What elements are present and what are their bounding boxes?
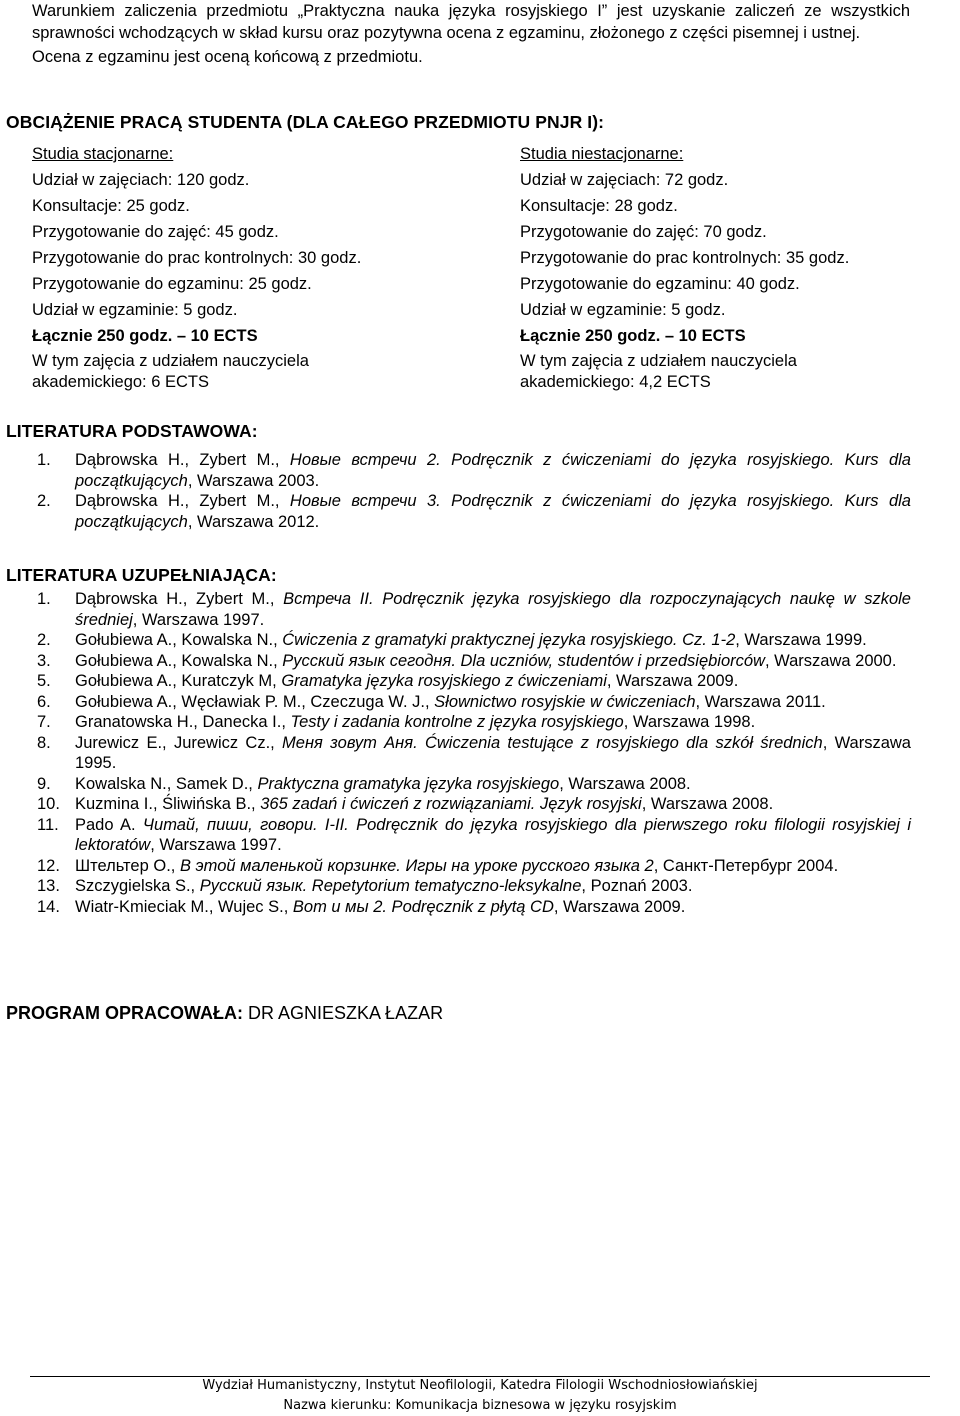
reference-publication: , Санкт-Петербург 2004. bbox=[653, 856, 839, 875]
author-label: PROGRAM OPRACOWAŁA: bbox=[6, 1003, 243, 1023]
reference-title: 365 zadań i ćwiczeń z rozwiązaniami. Język rosyjski bbox=[260, 795, 642, 813]
extramural-prep-tests: Przygotowanie do prac kontrolnych: 35 godz. bbox=[520, 249, 850, 267]
reference-number: 1. bbox=[37, 451, 51, 469]
extramural-classes: Udział w zajęciach: 72 godz. bbox=[520, 171, 729, 189]
reference-authors: Dąbrowska H., Zybert M., bbox=[75, 590, 284, 608]
stationary-teacher-hours bbox=[32, 351, 452, 393]
extramural-teacher-line-1: W tym zajęcia z udziałem nauczyciela bbox=[520, 352, 797, 370]
reference-item bbox=[37, 630, 911, 651]
reference-item bbox=[37, 794, 911, 815]
basic-literature-heading: LITERATURA PODSTAWOWA: bbox=[6, 421, 258, 441]
reference-authors: Gołubiewa A., Kowalska N., bbox=[75, 651, 283, 670]
reference-item bbox=[37, 815, 911, 856]
intro-final-grade: Ocena z egzaminu jest oceną końcową z przedmiotu. bbox=[32, 48, 423, 66]
supplementary-literature-heading: LITERATURA UZUPEŁNIAJĄCA: bbox=[6, 565, 277, 585]
reference-publication: , Warszawa 2012. bbox=[187, 512, 320, 531]
stationary-teacher-line-1: W tym zajęcia z udziałem nauczyciela bbox=[32, 352, 309, 370]
reference-publication: , Warszawa 1997. bbox=[132, 610, 265, 629]
reference-item bbox=[37, 589, 911, 630]
reference-title: В этой маленькой корзинке. Игры на уроке русского языка 2 bbox=[179, 856, 654, 875]
reference-number: 2. bbox=[37, 492, 51, 510]
stationary-exam: Udział w egzaminie: 5 godz. bbox=[32, 301, 238, 319]
reference-title: Меня зовут Аня. Ćwiczenia testujące z rosyjskiego dla szkół średnich bbox=[282, 733, 823, 752]
reference-publication: , Warszawa 1999. bbox=[735, 631, 867, 649]
reference-title: Testy i zadania kontrolne z języka rosyjskiego bbox=[290, 713, 624, 731]
workload-heading: OBCIĄŻENIE PRACĄ STUDENTA (DLA CAŁEGO PRZEDMIOTU PNJR I): bbox=[6, 112, 605, 132]
reference-item bbox=[37, 712, 911, 733]
reference-item bbox=[37, 733, 911, 774]
author-name: DR AGNIESZKA ŁAZAR bbox=[248, 1003, 444, 1023]
reference-publication: , Warszawa 2008. bbox=[559, 774, 691, 793]
reference-publication: , Warszawa 2009. bbox=[553, 897, 686, 916]
stationary-header: Studia stacjonarne: bbox=[32, 145, 174, 163]
reference-number: 8. bbox=[37, 733, 51, 752]
program-author bbox=[6, 1003, 443, 1024]
reference-authors: Wiatr-Kmieciak M., Wujec S., bbox=[75, 897, 293, 916]
reference-authors: Dąbrowska H., Zybert M., bbox=[75, 451, 290, 469]
reference-publication: , Warszawa 2008. bbox=[641, 795, 774, 813]
reference-item bbox=[37, 450, 911, 491]
extramural-teacher-hours bbox=[520, 351, 940, 393]
reference-item bbox=[37, 491, 911, 532]
stationary-total: Łącznie 250 godz. – 10 ECTS bbox=[32, 327, 258, 345]
reference-authors: Gołubiewa A., Kuratczyk M, bbox=[75, 672, 282, 690]
reference-title: Gramatyka języka rosyjskiego z ćwiczeniami bbox=[281, 672, 607, 690]
extramural-prep-exam: Przygotowanie do egzaminu: 40 godz. bbox=[520, 275, 800, 293]
extramural-consult: Konsultacje: 28 godz. bbox=[520, 197, 678, 215]
reference-item bbox=[37, 856, 911, 877]
extramural-teacher-line-2: akademickiego: 4,2 ECTS bbox=[520, 373, 711, 391]
stationary-consult: Konsultacje: 25 godz. bbox=[32, 197, 190, 215]
reference-authors: Pado A. bbox=[75, 815, 143, 834]
reference-publication: , Warszawa 1995. bbox=[75, 733, 911, 772]
reference-title: Русский язык сегодня. Dla uczniów, studentów i przedsiębiorców bbox=[282, 651, 765, 670]
stationary-classes: Udział w zajęciach: 120 godz. bbox=[32, 171, 250, 189]
intro-text bbox=[32, 0, 910, 68]
reference-authors: Granatowska H., Danecka I., bbox=[75, 713, 291, 731]
basic-literature-list bbox=[37, 450, 911, 532]
reference-number: 14. bbox=[37, 897, 60, 916]
extramural-prep-classes: Przygotowanie do zajęć: 70 godz. bbox=[520, 223, 767, 241]
reference-publication: , Warszawa 2011. bbox=[695, 692, 826, 711]
reference-authors: Szczygielska S., bbox=[75, 877, 200, 895]
reference-title: Новые встречи 2. Podręcznik z ćwiczeniami do języka rosyjskiego. Kurs dla początkujących bbox=[75, 451, 911, 490]
reference-authors: Штельтер О., bbox=[75, 856, 180, 875]
stationary-teacher-line-2: akademickiego: 6 ECTS bbox=[32, 373, 209, 391]
reference-title: Встреча II. Podręcznik języka rosyjskiego dla rozpoczynających naukę w szkole średniej bbox=[75, 590, 911, 629]
reference-publication: , Warszawa 2009. bbox=[606, 672, 739, 690]
reference-title: Новые встречи 3. Podręcznik z ćwiczeniami do języka rosyjskiego. Kurs dla początkujących bbox=[75, 492, 911, 531]
reference-publication: , Warszawa 2000. bbox=[764, 651, 897, 670]
extramural-total: Łącznie 250 godz. – 10 ECTS bbox=[520, 327, 746, 345]
reference-number: 9. bbox=[37, 774, 51, 793]
reference-number: 2. bbox=[37, 631, 51, 649]
reference-number: 5. bbox=[37, 672, 51, 690]
reference-authors: Dąbrowska H., Zybert M., bbox=[75, 492, 290, 510]
reference-item bbox=[37, 671, 911, 692]
reference-number: 1. bbox=[37, 590, 51, 608]
reference-item bbox=[37, 774, 911, 795]
reference-title: Вот и мы 2. Podręcznik z płytą CD bbox=[292, 897, 554, 916]
stationary-prep-tests: Przygotowanie do prac kontrolnych: 30 godz. bbox=[32, 249, 362, 267]
stationary-column bbox=[32, 141, 452, 393]
reference-publication: , Warszawa 2003. bbox=[187, 471, 320, 490]
reference-number: 10. bbox=[37, 795, 60, 813]
footer-programme: Nazwa kierunku: Komunikacja biznesowa w języku rosyjskim bbox=[283, 1398, 677, 1413]
reference-title: Читай, пиши, говори. I-II. Podręcznik do języka rosyjskiego dla pierwszego roku filologii rosyjskiej i lektoratów bbox=[75, 815, 911, 854]
reference-authors: Kuzmina I., Śliwińska B., bbox=[75, 795, 261, 813]
intro-paragraph: Warunkiem zaliczenia przedmiotu „Praktyczna nauka języka rosyjskiego I” jest uzyskanie zaliczeń ze wszystkich sprawności wchodzących w skład kursu oraz pozytywna ocena z egzaminu, złożonego z części pisemnej i ustnej. bbox=[32, 2, 910, 42]
reference-item bbox=[37, 876, 911, 897]
reference-item bbox=[37, 897, 911, 918]
stationary-prep-classes: Przygotowanie do zajęć: 45 godz. bbox=[32, 223, 279, 241]
reference-title: Słownictwo rosyjskie w ćwiczeniach bbox=[434, 692, 696, 711]
reference-item bbox=[37, 651, 911, 672]
reference-number: 6. bbox=[37, 692, 51, 711]
footer-faculty: Wydział Humanistyczny, Instytut Neofilologii, Katedra Filologii Wschodniosłowiańskiej bbox=[202, 1378, 758, 1393]
reference-authors: Gołubiewa A., Kowalska N., bbox=[75, 631, 283, 649]
supplementary-literature-list bbox=[37, 589, 911, 917]
reference-authors: Gołubiewa A., Węcławiak P. M., Czeczuga W. J., bbox=[75, 692, 435, 711]
reference-publication: , Warszawa 1997. bbox=[150, 836, 282, 854]
reference-item bbox=[37, 692, 911, 713]
extramural-header: Studia niestacjonarne: bbox=[520, 145, 684, 163]
reference-number: 12. bbox=[37, 856, 60, 875]
stationary-prep-exam: Przygotowanie do egzaminu: 25 godz. bbox=[32, 275, 312, 293]
reference-authors: Jurewicz E., Jurewicz Cz., bbox=[75, 733, 283, 752]
reference-title: Русский язык. Repetytorium tematyczno-leksykalne bbox=[199, 877, 582, 895]
extramural-exam: Udział w egzaminie: 5 godz. bbox=[520, 301, 726, 319]
extramural-column bbox=[520, 141, 940, 393]
reference-title: Praktyczna gramatyka języka rosyjskiego bbox=[257, 774, 560, 793]
reference-number: 7. bbox=[37, 713, 51, 731]
reference-title: Ćwiczenia z gramatyki praktycznej języka rosyjskiego. Cz. 1-2 bbox=[282, 631, 736, 649]
reference-authors: Kowalska N., Samek D., bbox=[75, 774, 258, 793]
reference-publication: , Poznań 2003. bbox=[581, 877, 693, 895]
reference-number: 3. bbox=[37, 651, 51, 670]
reference-number: 13. bbox=[37, 877, 60, 895]
reference-number: 11. bbox=[37, 815, 59, 834]
reference-publication: , Warszawa 1998. bbox=[623, 713, 756, 731]
